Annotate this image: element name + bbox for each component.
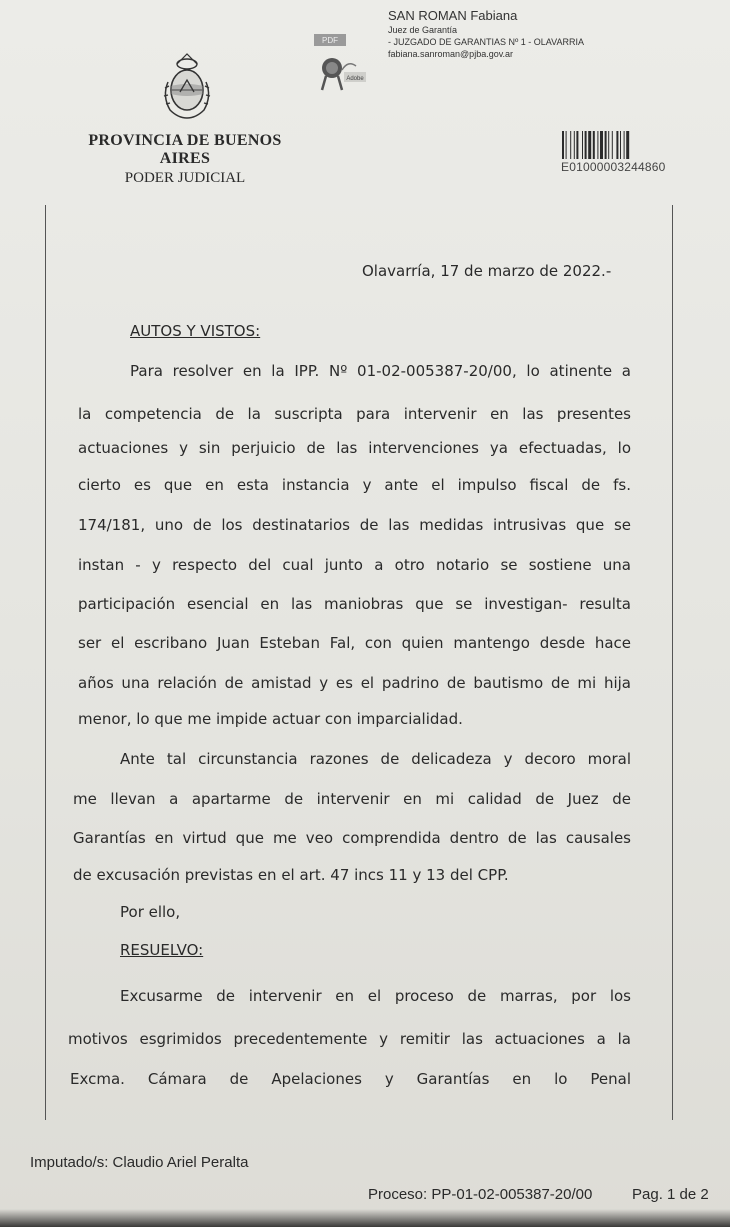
signer-court: - JUZGADO DE GARANTIAS Nº 1 - OLAVARRIA xyxy=(388,37,584,47)
signer-email: fabiana.sanroman@pjba.gov.ar xyxy=(388,49,514,59)
body-line: Para resolver en la IPP. Nº 01-02-005387-20/00, lo atinente a xyxy=(130,362,631,380)
right-margin-line xyxy=(672,205,673,1120)
barcode-icon xyxy=(562,131,666,159)
branch-title: PODER JUDICIAL xyxy=(124,170,246,186)
body-line: ser el escribano Juan Esteban Fal, con quien mantengo desde hace xyxy=(78,634,631,652)
body-line: años una relación de amistad y es el padrino de bautismo de mi hija xyxy=(78,674,631,692)
proceso-label: Proceso: PP-01-02-005387-20/00 xyxy=(368,1186,593,1203)
left-margin-line xyxy=(45,205,46,1120)
resuelvo-heading: RESUELVO: xyxy=(120,941,204,959)
body-line: Excusarme de intervenir en el proceso de marras, por los xyxy=(120,987,631,1005)
barcode-number: E01000003244860 xyxy=(561,160,666,174)
adobe-label: Adobe xyxy=(346,76,364,82)
pdf-signature-badge-icon xyxy=(312,32,368,92)
body-line: 174/181, uno de los destinatarios de las medidas intrusivas que se xyxy=(78,516,631,534)
body-line: actuaciones y sin perjuicio de las intervenciones ya efectuadas, lo xyxy=(78,439,631,457)
body-line: la competencia de la suscripta para intervenir en las presentes xyxy=(78,405,631,423)
document-date: Olavarría, 17 de marzo de 2022.- xyxy=(362,262,612,280)
autos-heading: AUTOS Y VISTOS: xyxy=(130,322,261,340)
body-line: de excusación previstas en el art. 47 incs 11 y 13 del CPP. xyxy=(73,866,509,884)
body-line: Ante tal circunstancia razones de delicadeza y decoro moral xyxy=(120,750,631,768)
bottom-shadow xyxy=(0,1209,730,1227)
body-line: Garantías en virtud que me veo comprendida dentro de las causales xyxy=(73,829,631,847)
body-line: instan - y respecto del cual junto a otro notario se sostiene una xyxy=(78,556,631,574)
coat-of-arms-icon xyxy=(160,52,214,122)
body-line: cierto es que en esta instancia y ante el impulso fiscal de fs. xyxy=(78,476,631,494)
signer-role: Juez de Garantía xyxy=(388,25,458,35)
body-line: participación esencial en las maniobras que se investigan- resulta xyxy=(78,595,631,613)
signer-name: SAN ROMAN Fabiana xyxy=(388,8,518,23)
body-line: me llevan a apartarme de intervenir en mi calidad de Juez de xyxy=(73,790,631,808)
province-title: PROVINCIA DE BUENOS AIRES xyxy=(88,132,282,167)
por-ello-text: Por ello, xyxy=(120,903,181,921)
body-line: motivos esgrimidos precedentemente y remitir las actuaciones a la xyxy=(68,1030,631,1048)
digital-signature-block xyxy=(388,8,584,60)
organization-header xyxy=(65,132,305,187)
imputado-label: Imputado/s: Claudio Ariel Peralta xyxy=(30,1154,249,1171)
pdf-badge-label: PDF xyxy=(322,36,338,45)
body-line: menor, lo que me impide actuar con imparcialidad. xyxy=(78,710,463,728)
body-line: Excma. Cámara de Apelaciones y Garantías en lo Penal xyxy=(70,1070,631,1088)
page-number: Pag. 1 de 2 xyxy=(632,1186,709,1203)
